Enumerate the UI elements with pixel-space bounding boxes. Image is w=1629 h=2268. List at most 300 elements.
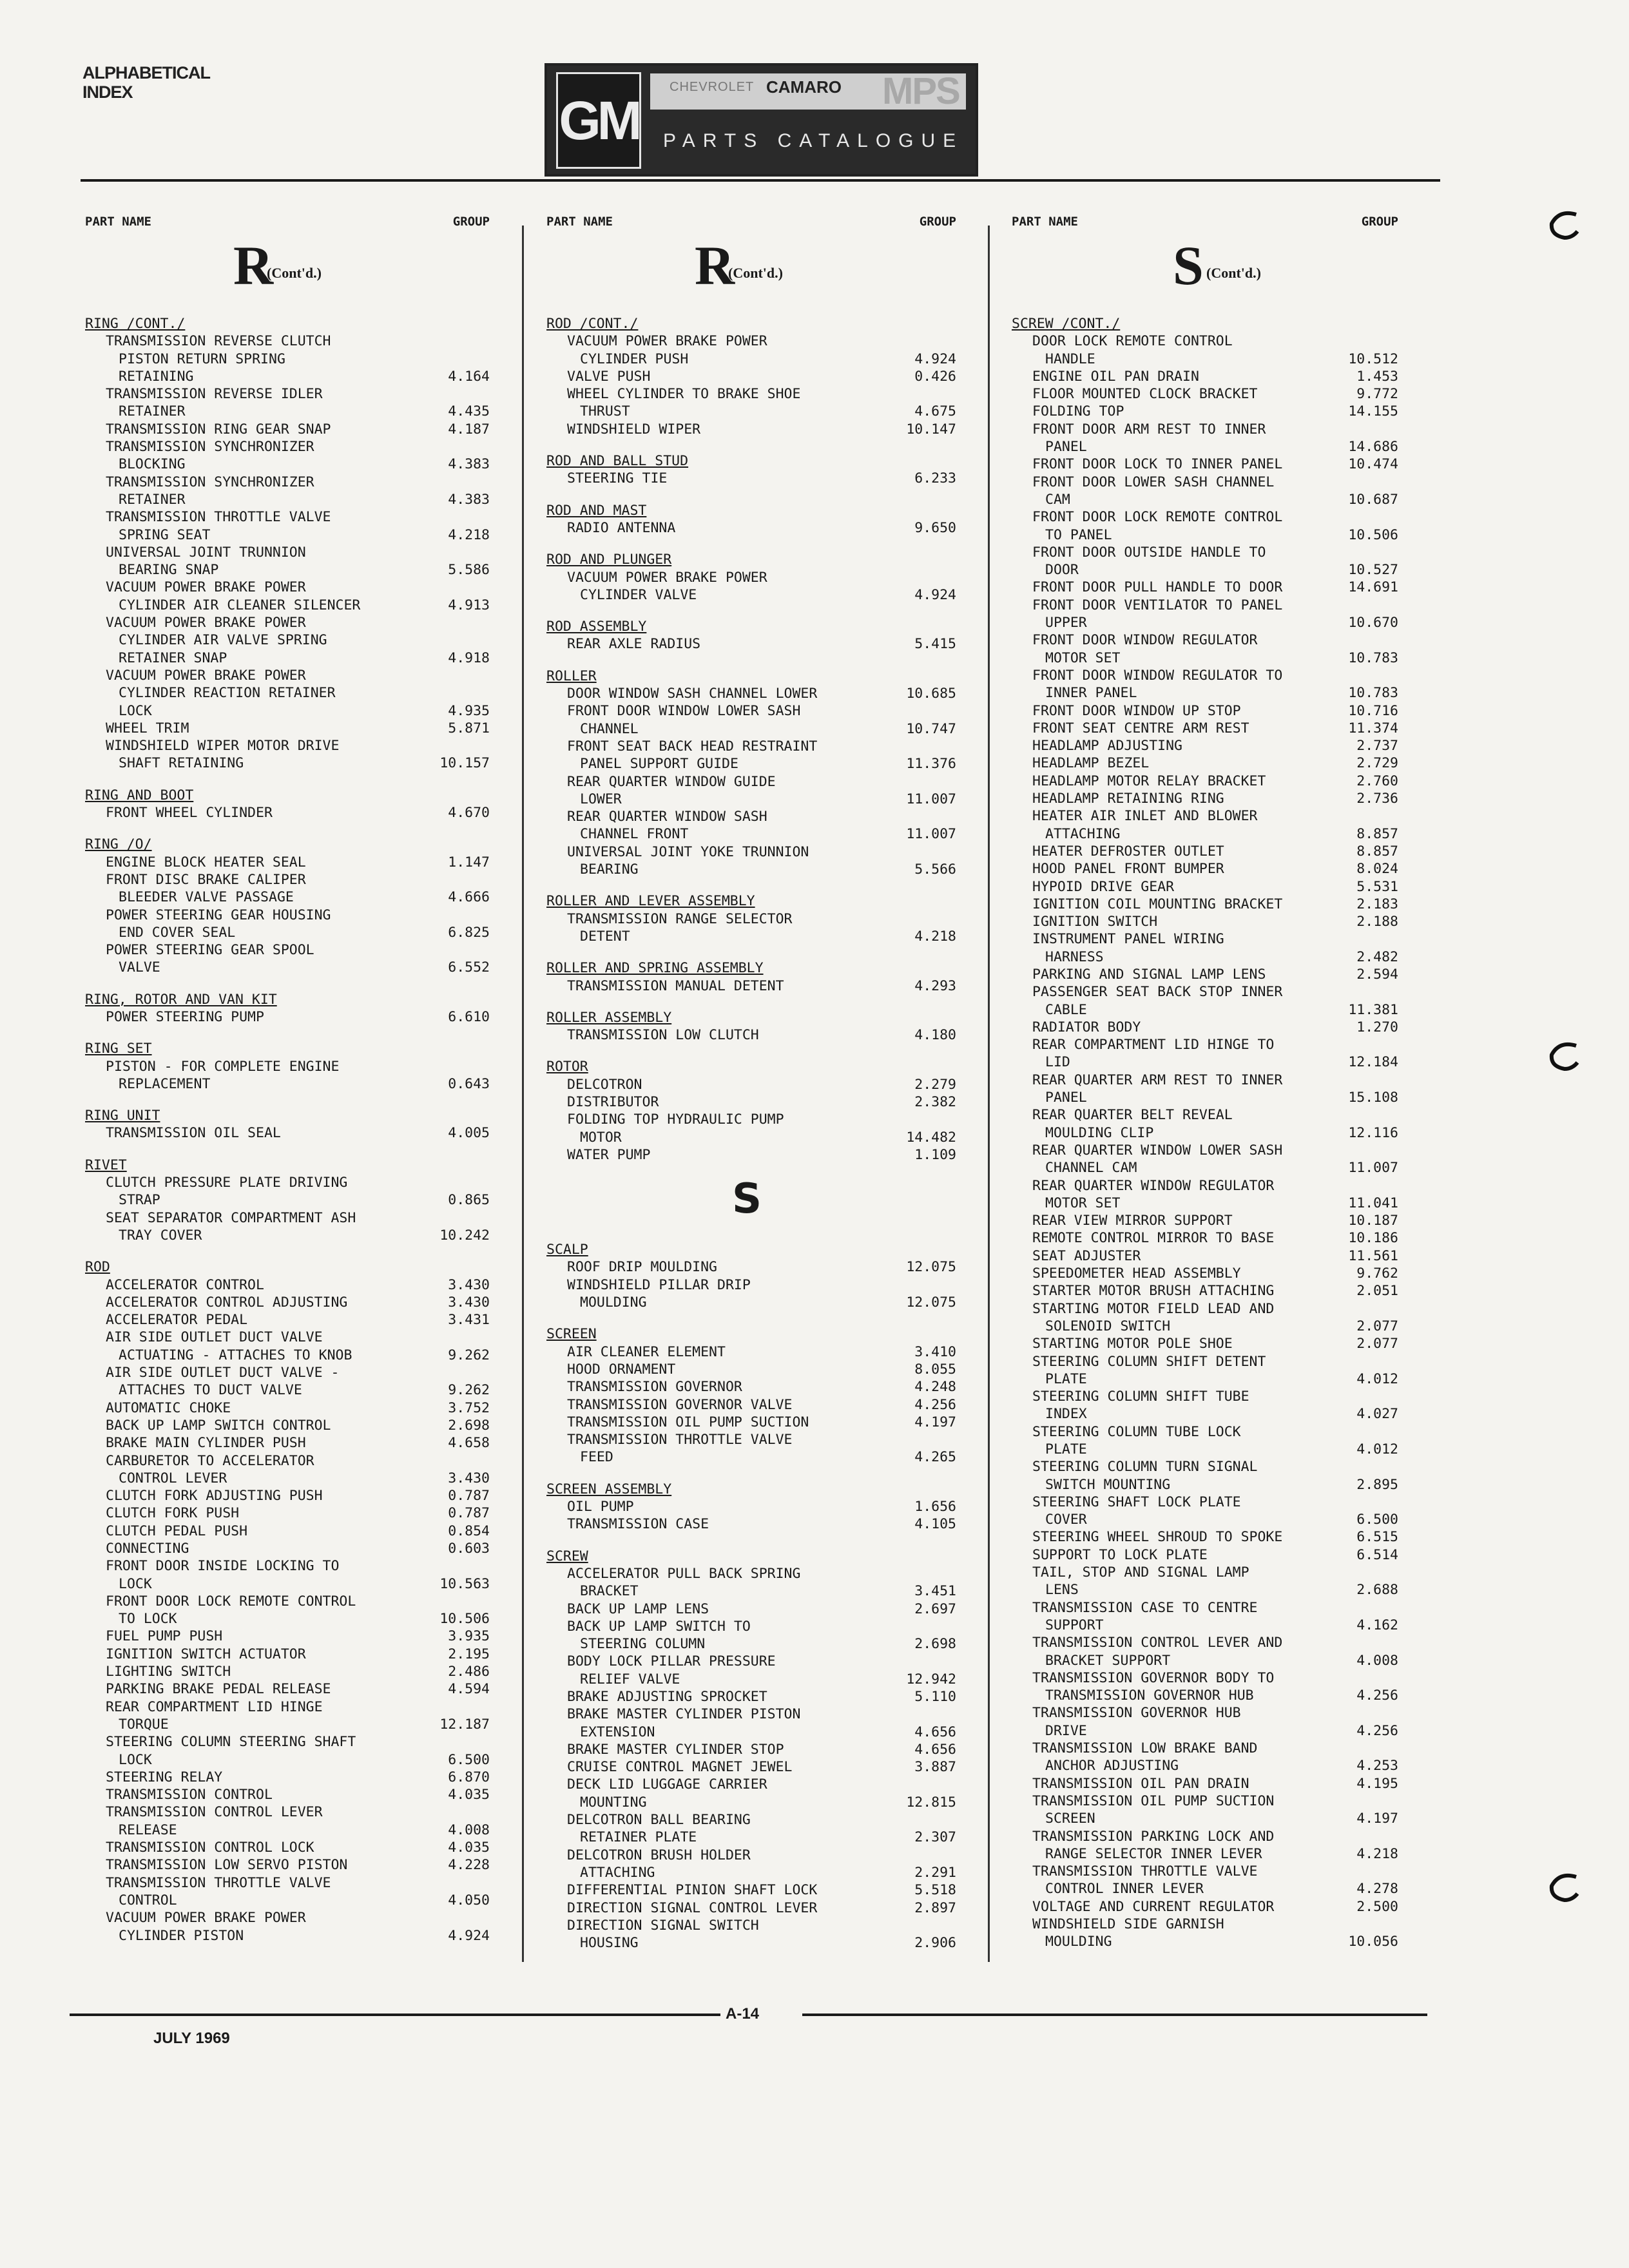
group-number: 11.381: [1348, 1001, 1398, 1018]
spacer: [546, 301, 956, 315]
group-number: 4.594: [448, 1681, 490, 1698]
spacer: [546, 1044, 956, 1058]
part-name: VACUUM POWER BRAKE POWER: [567, 333, 767, 350]
spacer: [546, 438, 956, 452]
part-name: CHANNEL: [580, 720, 639, 737]
part-name: COVER: [1045, 1512, 1087, 1528]
index-entry: [1012, 773, 1398, 790]
part-name: BEARING: [580, 861, 639, 878]
index-entry: [85, 1487, 490, 1504]
group-number: 4.265: [914, 1449, 956, 1466]
group-number: 4.005: [448, 1125, 490, 1142]
part-name: TRANSMISSION GOVERNOR HUB: [1045, 1687, 1254, 1704]
index-entry: [546, 1498, 956, 1515]
index-entry: [1012, 1511, 1398, 1528]
group-number: 4.050: [448, 1892, 490, 1908]
part-name: ROLLER AND SPRING ASSEMBLY: [546, 960, 764, 977]
index-entry: [546, 720, 956, 738]
spacer: [1012, 301, 1398, 315]
index-entry: [1012, 1388, 1398, 1405]
index-heading-entry: [546, 1325, 956, 1343]
group-number: 2.307: [914, 1829, 956, 1846]
column-divider: [522, 226, 524, 1962]
index-entry: [1012, 1704, 1398, 1722]
part-name: CLUTCH PEDAL PUSH: [106, 1523, 248, 1539]
section-letter: S: [1173, 235, 1204, 296]
group-number: 3.430: [448, 1470, 490, 1486]
group-number: 2.688: [1356, 1582, 1398, 1599]
part-name: VACUUM POWER BRAKE POWER: [106, 667, 306, 684]
spacer: [85, 1142, 490, 1157]
part-name: RANGE SELECTOR INNER LEVER: [1045, 1845, 1262, 1862]
spacer: [546, 1533, 956, 1548]
index-entry: [85, 1557, 490, 1575]
group-number: 4.008: [1356, 1652, 1398, 1669]
index-entry: [1012, 1282, 1398, 1300]
index-entry: [546, 1076, 956, 1093]
part-name: RIVET: [85, 1157, 127, 1173]
index-entry: [1012, 930, 1398, 948]
group-number: 3.430: [448, 1294, 490, 1311]
group-number: 2.698: [914, 1636, 956, 1653]
index-entry: [1012, 1019, 1398, 1036]
part-name: SWITCH MOUNTING: [1045, 1476, 1171, 1493]
part-name: IGNITION SWITCH ACTUATOR: [106, 1646, 306, 1662]
part-name: WHEEL TRIM: [106, 720, 189, 736]
index-entry: [546, 1414, 956, 1431]
part-name: LENS: [1045, 1582, 1079, 1599]
part-name: BEARING SNAP: [119, 562, 219, 579]
part-name: STEERING COLUMN SHIFT DETENT: [1032, 1353, 1266, 1370]
group-number: 2.895: [1356, 1476, 1398, 1493]
index-entry: [1012, 1757, 1398, 1774]
part-name: UPPER: [1045, 615, 1087, 631]
part-name: STARTER MOTOR BRUSH ATTACHING: [1032, 1283, 1275, 1300]
part-name: FRONT WHEEL CYLINDER: [106, 805, 273, 822]
part-name: WINDSHIELD WIPER: [567, 421, 701, 437]
spacer: [546, 537, 956, 551]
group-number: 6.552: [448, 959, 490, 976]
index-entry: [85, 421, 490, 438]
part-name: TRANSMISSION SYNCHRONIZER: [106, 474, 314, 490]
part-name: BODY LOCK PILLAR PRESSURE: [567, 1653, 776, 1670]
index-entry: [85, 737, 490, 754]
index-entry: [546, 1741, 956, 1758]
group-number: 2.737: [1356, 738, 1398, 754]
part-name: TRANSMISSION GOVERNOR HUB: [1032, 1705, 1241, 1722]
part-name: ACCELERATOR PULL BACK SPRING: [567, 1565, 801, 1582]
group-number: 4.278: [1356, 1881, 1398, 1898]
group-number: 2.760: [1356, 773, 1398, 789]
index-entry: [85, 1610, 490, 1628]
part-name: LOWER: [580, 791, 622, 807]
group-number: 12.815: [906, 1794, 956, 1811]
group-number: 4.027: [1356, 1406, 1398, 1423]
index-entry: [1012, 1740, 1398, 1757]
group-number: 4.256: [914, 1396, 956, 1413]
index-entry: [85, 1575, 490, 1593]
index-entry: [85, 1347, 490, 1364]
part-name: FRONT DOOR ARM REST TO INNER: [1032, 421, 1266, 437]
part-name: VACUUM POWER BRAKE POWER: [567, 569, 767, 586]
part-name: REPLACEMENT: [119, 1075, 211, 1092]
part-name: LIGHTING SWITCH: [106, 1664, 231, 1680]
part-name: CYLINDER REACTION RETAINER: [119, 685, 336, 702]
group-number: 9.262: [448, 1347, 490, 1363]
part-name: INNER PANEL: [1045, 685, 1137, 702]
group-number: 11.007: [906, 791, 956, 807]
index-entry: [1012, 631, 1398, 649]
group-number: 10.783: [1348, 685, 1398, 702]
footer-rule-left: [70, 2013, 720, 2016]
group-number: 0.603: [448, 1541, 490, 1557]
part-name: CLUTCH FORK PUSH: [106, 1505, 240, 1522]
part-name: CARBURETOR TO ACCELERATOR: [106, 1452, 314, 1469]
index-entry: [546, 1600, 956, 1618]
spacer: [546, 878, 956, 892]
spacer: [85, 1093, 490, 1107]
part-name: SCALP: [546, 1242, 588, 1258]
part-name: CYLINDER PUSH: [580, 351, 689, 367]
group-number: 11.007: [1348, 1160, 1398, 1177]
part-name: CLUTCH PRESSURE PLATE DRIVING: [106, 1175, 348, 1191]
part-name: TRANSMISSION THROTTLE VALVE: [567, 1432, 793, 1448]
index-entry: [85, 438, 490, 456]
index-entry: [546, 586, 956, 604]
index-heading-entry: [546, 892, 956, 910]
index-entry: [85, 1786, 490, 1803]
part-name: VALVE PUSH: [567, 368, 651, 385]
index-entry: [85, 351, 490, 368]
index-entry: [85, 941, 490, 959]
group-number: 9.262: [448, 1382, 490, 1399]
index-entry: [1012, 368, 1398, 385]
index-entry: [1012, 1212, 1398, 1229]
index-entry: [1012, 1546, 1398, 1564]
index-entry: [546, 1706, 956, 1723]
part-name: DIFFERENTIAL PINION SHAFT LOCK: [567, 1882, 818, 1899]
index-entry: [1012, 878, 1398, 896]
group-number: 2.195: [448, 1646, 490, 1662]
group-number: 2.500: [1356, 1898, 1398, 1915]
index-entry: [85, 368, 490, 385]
binder-hole-icon: [1545, 1041, 1581, 1073]
group-number: 2.906: [914, 1935, 956, 1952]
part-name: TRANSMISSION OIL PUMP SUCTION: [1032, 1792, 1275, 1809]
part-name: PLATE: [1045, 1441, 1087, 1457]
index-entry: [85, 1680, 490, 1698]
part-name: STRAP: [119, 1192, 160, 1209]
index-entry: [85, 526, 490, 544]
logo-model: CAMARO: [766, 77, 842, 97]
index-entry: [1012, 491, 1398, 508]
group-number: 4.012: [1356, 1441, 1398, 1457]
group-number: 11.376: [906, 756, 956, 773]
index-entry: [85, 1716, 490, 1733]
group-number: 10.527: [1348, 562, 1398, 579]
part-name: BRAKE MASTER CYLINDER STOP: [567, 1741, 784, 1758]
index-entry: [1012, 1810, 1398, 1827]
part-name: ROLLER: [546, 668, 597, 684]
group-number: 8.024: [1356, 861, 1398, 878]
index-entry: [1012, 1792, 1398, 1810]
part-name: PANEL: [1045, 1090, 1087, 1106]
index-entry: [85, 1311, 490, 1329]
index-entry: [1012, 1177, 1398, 1195]
part-name: ATTACHES TO DUCT VALVE: [119, 1382, 302, 1399]
group-number: 6.870: [448, 1769, 490, 1785]
index-entry: [1012, 1687, 1398, 1704]
part-name: RELIEF VALVE: [580, 1671, 680, 1687]
index-entry: [546, 738, 956, 755]
part-name: HEADLAMP BEZEL: [1032, 755, 1150, 772]
part-name: RING AND BOOT: [85, 787, 194, 803]
part-name: FRONT DOOR WINDOW LOWER SASH: [567, 703, 801, 720]
group-number: 4.935: [448, 702, 490, 719]
part-name: TRANSMISSION CONTROL: [106, 1787, 273, 1803]
index-entry: [85, 1821, 490, 1839]
part-name: FRONT DOOR LOCK REMOTE CONTROL: [106, 1593, 356, 1610]
part-name-label: PART NAME: [546, 215, 613, 229]
part-name: TRANSMISSION CONTROL LEVER AND: [1032, 1635, 1283, 1651]
part-name: SCREW /CONT./: [1012, 316, 1121, 332]
index-heading-entry: [546, 551, 956, 568]
index-entry: [1012, 1195, 1398, 1212]
index-entry: [546, 1111, 956, 1128]
spacer: [546, 604, 956, 618]
index-heading-entry: [546, 452, 956, 470]
spacer: [85, 822, 490, 836]
part-name: FRONT DOOR WINDOW REGULATOR TO: [1032, 667, 1283, 684]
group-number: 4.658: [448, 1435, 490, 1452]
group-number: 1.453: [1356, 368, 1398, 385]
index-heading-entry: [85, 991, 490, 1008]
part-name: VOLTAGE AND CURRENT REGULATOR: [1032, 1898, 1275, 1915]
part-name: STEERING TIE: [567, 470, 668, 487]
group-number: 4.195: [1356, 1775, 1398, 1792]
part-name: FRONT DOOR WINDOW REGULATOR: [1032, 632, 1258, 649]
part-name: CONTROL: [119, 1892, 177, 1908]
part-name: POWER STEERING GEAR HOUSING: [106, 907, 331, 923]
part-name: REAR QUARTER WINDOW REGULATOR: [1032, 1177, 1275, 1194]
index-entry: [1012, 1458, 1398, 1475]
part-name: CONTROL INNER LEVER: [1045, 1881, 1204, 1898]
part-name: DELCOTRON BRUSH HOLDER: [567, 1847, 751, 1863]
index-entry: [85, 1523, 490, 1540]
index-entry: [85, 1698, 490, 1716]
group-number: 0.787: [448, 1488, 490, 1504]
index-entry: [1012, 1247, 1398, 1265]
index-entry: [546, 1758, 956, 1776]
group-number: 4.180: [914, 1027, 956, 1044]
index-entry: [1012, 1405, 1398, 1423]
letter-banner: [85, 236, 490, 301]
part-name: TRANSMISSION GOVERNOR: [567, 1379, 742, 1396]
part-name: ROLLER ASSEMBLY: [546, 1009, 672, 1026]
part-name: ACTUATING - ATTACHES TO KNOB: [119, 1347, 352, 1363]
part-name: THRUST: [580, 403, 630, 420]
part-name: TRANSMISSION CONTROL LOCK: [106, 1840, 314, 1856]
column-header: [546, 209, 956, 236]
index-heading-entry: [546, 502, 956, 519]
index-entry: [1012, 526, 1398, 544]
index-entry: [85, 1452, 490, 1470]
part-name: HYPOID DRIVE GEAR: [1032, 878, 1175, 895]
index-entry: [546, 1378, 956, 1396]
part-name: TRANSMISSION LOW CLUTCH: [567, 1027, 759, 1044]
part-name: ROTOR: [546, 1059, 588, 1075]
index-heading-line2: INDEX: [82, 82, 133, 102]
group-number: 10.147: [906, 421, 956, 437]
part-name: TRANSMISSION THROTTLE VALVE: [106, 509, 331, 526]
part-name: ROD ASSEMBLY: [546, 619, 647, 635]
index-heading-entry: [546, 315, 956, 332]
group-number: 6.233: [914, 470, 956, 487]
part-name: PARKING AND SIGNAL LAMP LENS: [1032, 966, 1266, 983]
part-name: DISTRIBUTOR: [567, 1093, 659, 1110]
part-name: FOLDING TOP HYDRAULIC PUMP: [567, 1111, 784, 1128]
index-entry: [546, 1653, 956, 1670]
group-number: 10.056: [1348, 1934, 1398, 1950]
index-entry: [85, 907, 490, 924]
part-name: LOCK: [119, 702, 152, 719]
spacer: [85, 301, 490, 315]
index-entry: [1012, 702, 1398, 720]
part-name: AIR SIDE OUTLET DUCT VALVE: [106, 1329, 323, 1346]
part-name: CONNECTING: [106, 1541, 189, 1557]
part-name: TRANSMISSION REVERSE CLUTCH: [106, 333, 331, 350]
part-name: FRONT DOOR VENTILATOR TO PANEL: [1032, 597, 1283, 613]
group-number: 5.566: [914, 861, 956, 878]
group-number: 3.430: [448, 1276, 490, 1293]
index-entry: [1012, 544, 1398, 561]
group-number: 2.279: [914, 1076, 956, 1093]
index-entry: [85, 1874, 490, 1892]
group-number: 4.035: [448, 1840, 490, 1856]
index-entry: [1012, 1916, 1398, 1933]
part-name: RING UNIT: [85, 1108, 160, 1124]
index-entry: [1012, 684, 1398, 702]
part-name: STEERING COLUMN TUBE LOCK: [1032, 1423, 1241, 1440]
part-name: RETAINING: [119, 368, 194, 385]
part-name: MOTOR: [580, 1129, 622, 1146]
part-name: BACK UP LAMP SWITCH CONTROL: [106, 1417, 331, 1434]
part-name: ROD: [85, 1259, 110, 1276]
index-entry: [85, 1075, 490, 1093]
part-name: TRANSMISSION GOVERNOR BODY TO: [1032, 1669, 1275, 1686]
index-entry: [1012, 913, 1398, 930]
index-entry: [546, 1146, 956, 1164]
part-name: BRAKE MASTER CYLINDER PISTON: [567, 1706, 801, 1723]
part-name: SEAT ADJUSTER: [1032, 1247, 1141, 1264]
part-name: TRANSMISSION PARKING LOCK AND: [1032, 1828, 1275, 1845]
index-entry: [546, 1294, 956, 1311]
group-number: 1.147: [448, 854, 490, 870]
part-name: FRONT DOOR LOWER SASH CHANNEL: [1032, 474, 1275, 490]
index-entry: [1012, 1370, 1398, 1388]
group-number: 8.857: [1356, 843, 1398, 860]
group-number: 4.675: [914, 403, 956, 420]
index-entry: [546, 755, 956, 773]
group-number: 5.110: [914, 1689, 956, 1705]
part-name: CRUISE CONTROL MAGNET JEWEL: [567, 1759, 793, 1776]
index-entry: [85, 332, 490, 350]
index-entry: [1012, 597, 1398, 614]
group-number: 4.218: [914, 928, 956, 945]
part-name: TRANSMISSION CASE: [567, 1516, 709, 1533]
part-name: RETAINER PLATE: [580, 1829, 697, 1846]
group-number: 4.256: [1356, 1687, 1398, 1704]
index-column-3: [1012, 209, 1398, 1951]
group-number: 1.270: [1356, 1019, 1398, 1035]
part-name: PISTON RETURN SPRING: [119, 351, 285, 367]
part-name: FRONT SEAT CENTRE ARM REST: [1032, 720, 1249, 736]
group-number: 4.008: [448, 1821, 490, 1838]
part-name: LOCK: [119, 1575, 152, 1592]
part-name: SCREEN: [546, 1326, 597, 1343]
group-number: 2.897: [914, 1899, 956, 1916]
group-number: 10.783: [1348, 649, 1398, 666]
group-number: 6.610: [448, 1008, 490, 1025]
index-entry: [546, 470, 956, 487]
index-entry: [85, 1628, 490, 1645]
part-name: DIRECTION SIGNAL SWITCH: [567, 1917, 759, 1934]
index-entry: [546, 1724, 956, 1741]
spacer: [85, 1026, 490, 1040]
part-name: SCREEN: [1045, 1811, 1095, 1827]
index-entry: [1012, 860, 1398, 878]
part-name: ACCELERATOR CONTROL: [106, 1276, 264, 1293]
part-name: CYLINDER AIR CLEANER SILENCER: [119, 597, 361, 613]
index-entry: [1012, 1265, 1398, 1282]
index-entry: [546, 1881, 956, 1899]
part-name: ATTACHING: [580, 1864, 655, 1881]
part-name: REMOTE CONTROL MIRROR TO BASE: [1032, 1230, 1275, 1247]
group-number: 9.650: [914, 519, 956, 536]
index-entry: [1012, 1300, 1398, 1318]
part-name: RING SET: [85, 1041, 152, 1057]
part-name: DECK LID LUGGAGE CARRIER: [567, 1776, 767, 1793]
index-entry: [85, 614, 490, 631]
index-entry: [1012, 1106, 1398, 1124]
spacer: [85, 773, 490, 787]
part-name: ROD AND PLUNGER: [546, 552, 672, 568]
part-name: CYLINDER VALVE: [580, 586, 697, 603]
logo-mps: MPS: [882, 70, 959, 112]
part-name: ACCELERATOR PEDAL: [106, 1312, 248, 1329]
index-entry: [85, 1364, 490, 1381]
index-entry: [1012, 649, 1398, 667]
part-name: MOULDING: [580, 1294, 647, 1311]
part-name: ACCELERATOR CONTROL ADJUSTING: [106, 1294, 348, 1311]
group-number: 4.253: [1356, 1758, 1398, 1774]
index-entry: [85, 1803, 490, 1821]
group-number: 2.729: [1356, 755, 1398, 772]
part-name: REAR QUARTER BELT REVEAL: [1032, 1107, 1233, 1124]
index-entry: [1012, 1528, 1398, 1546]
index-heading-entry: [546, 668, 956, 685]
letter-banner: [546, 236, 956, 301]
index-entry: [546, 519, 956, 537]
index-entry: [1012, 351, 1398, 368]
index-entry: [1012, 1441, 1398, 1458]
index-entry: [546, 351, 956, 368]
group-number: 2.051: [1356, 1283, 1398, 1300]
part-name: RELEASE: [119, 1821, 177, 1838]
index-entry: [85, 702, 490, 720]
group-number: 14.686: [1348, 439, 1398, 456]
group-number: 4.248: [914, 1379, 956, 1396]
